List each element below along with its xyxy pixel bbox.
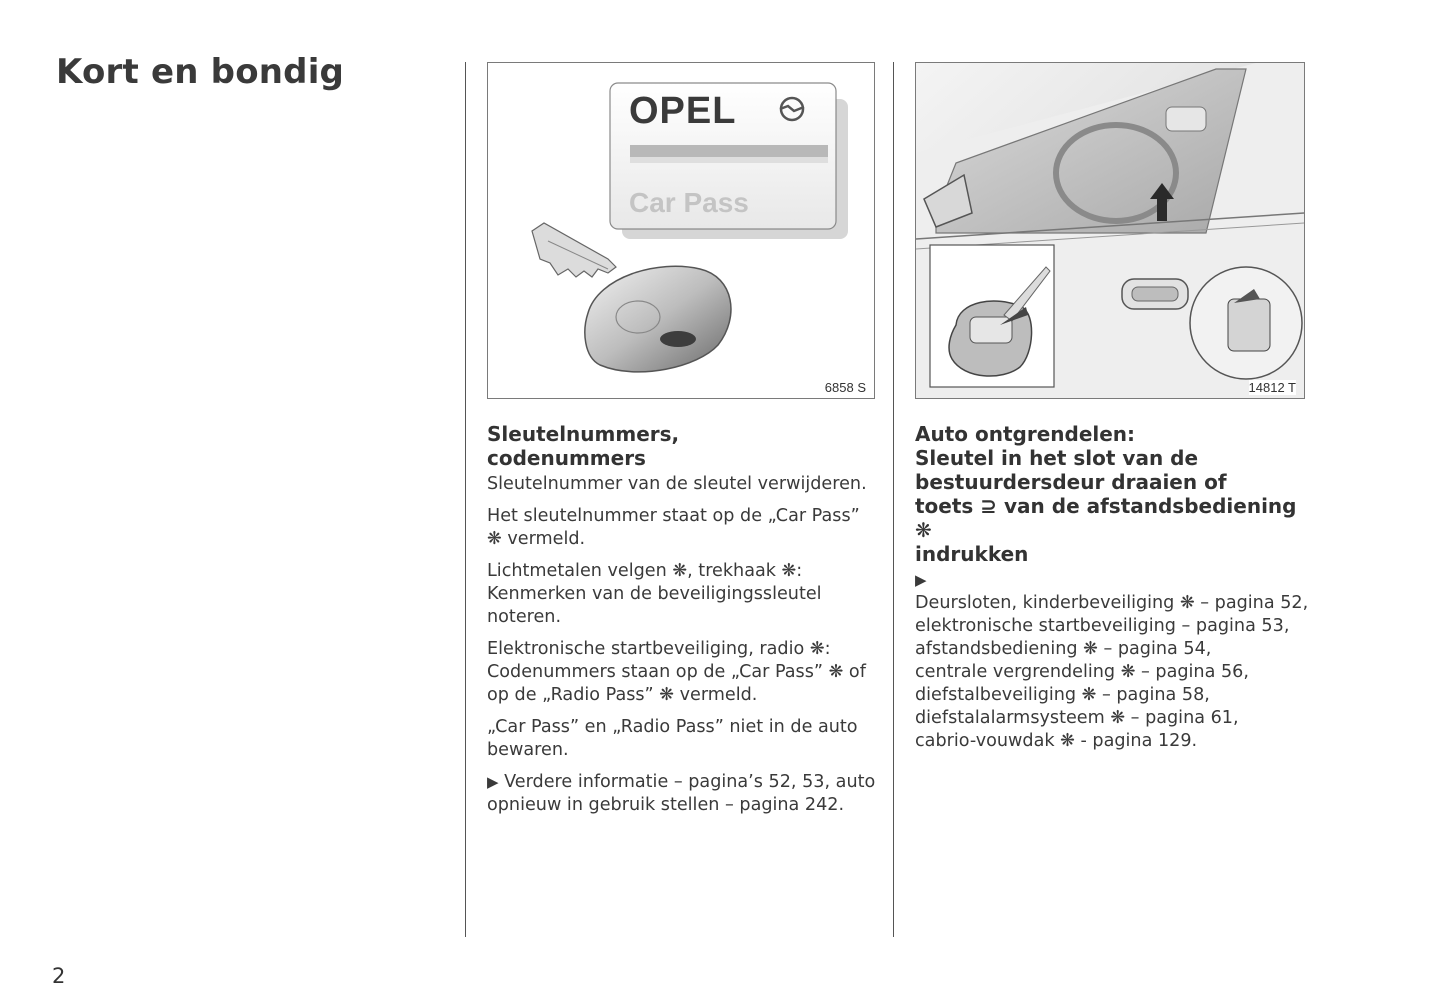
card-brand-text: OPEL — [629, 90, 737, 132]
car-door-figure-code: 14812 T — [1248, 380, 1296, 395]
paragraph: Elektronische startbeveiliging, radio ❋: Codenummers staan op de „Car Pass” ❋ of op de „Radio Pass” ❋ vermeld. — [487, 639, 866, 705]
reference-item — [915, 569, 1310, 615]
reference-item: centrale vergrendeling ❋ – pagina 56, — [915, 662, 1249, 682]
key-numbers-heading — [487, 422, 877, 470]
page-title: Kort en bondig — [56, 52, 345, 92]
reference-item: diefstalbeveiliging ❋ – pagina 58, — [915, 685, 1210, 705]
unlock-heading — [915, 422, 1310, 566]
heading-line: Auto ontgrendelen: — [915, 422, 1136, 446]
more-info-text: Verdere informatie – pagina’s 52, 53, auto opnieuw in gebruik stellen – pagina 242. — [487, 772, 876, 815]
card-label-text: Car Pass — [629, 187, 749, 218]
car-key-icon — [532, 223, 731, 372]
right-arrow-icon: ▶ — [915, 571, 927, 589]
reference-list — [915, 569, 1310, 753]
column-divider — [465, 62, 466, 937]
paragraph: „Car Pass” en „Radio Pass” niet in de auto bewaren. — [487, 717, 858, 760]
column-divider — [893, 62, 894, 937]
heading-line: codenummers — [487, 446, 646, 470]
key-numbers-section — [487, 422, 877, 826]
paragraph: Sleutelnummer van de sleutel verwijderen. — [487, 474, 867, 494]
car-pass-figure-code: 6858 S — [824, 380, 866, 395]
reference-item: diefstalalarmsysteem ❋ – pagina 61, — [915, 708, 1239, 728]
heading-line: Sleutelnummers, — [487, 422, 680, 446]
car-door-figure — [915, 62, 1305, 399]
heading-line: toets ⊇ van de afstandsbediening ❋ — [915, 494, 1297, 542]
more-info-paragraph — [487, 771, 877, 817]
reference-item: elektronische startbeveiliging – pagina 53, — [915, 616, 1290, 636]
page-number: 2 — [52, 964, 66, 988]
heading-line: indrukken — [915, 542, 1029, 566]
right-arrow-icon: ▶ — [487, 773, 499, 791]
reference-item: afstandsbediening ❋ – pagina 54, — [915, 639, 1212, 659]
heading-line: Sleutel in het slot van de — [915, 446, 1199, 470]
unlock-section — [915, 422, 1310, 753]
paragraph: Het sleutelnummer staat op de „Car Pass” ❋ vermeld. — [487, 506, 860, 549]
paragraph: Lichtmetalen velgen ❋, trekhaak ❋: Kenmerken van de beveiligingssleutel noteren. — [487, 561, 822, 627]
car-pass-figure — [487, 62, 875, 399]
heading-line: bestuurdersdeur draaien of — [915, 470, 1227, 494]
reference-item: cabrio-vouwdak ❋ - pagina 129. — [915, 731, 1198, 751]
reference-text: Deursloten, kinderbeveiliging ❋ – pagina 52, — [915, 593, 1309, 613]
